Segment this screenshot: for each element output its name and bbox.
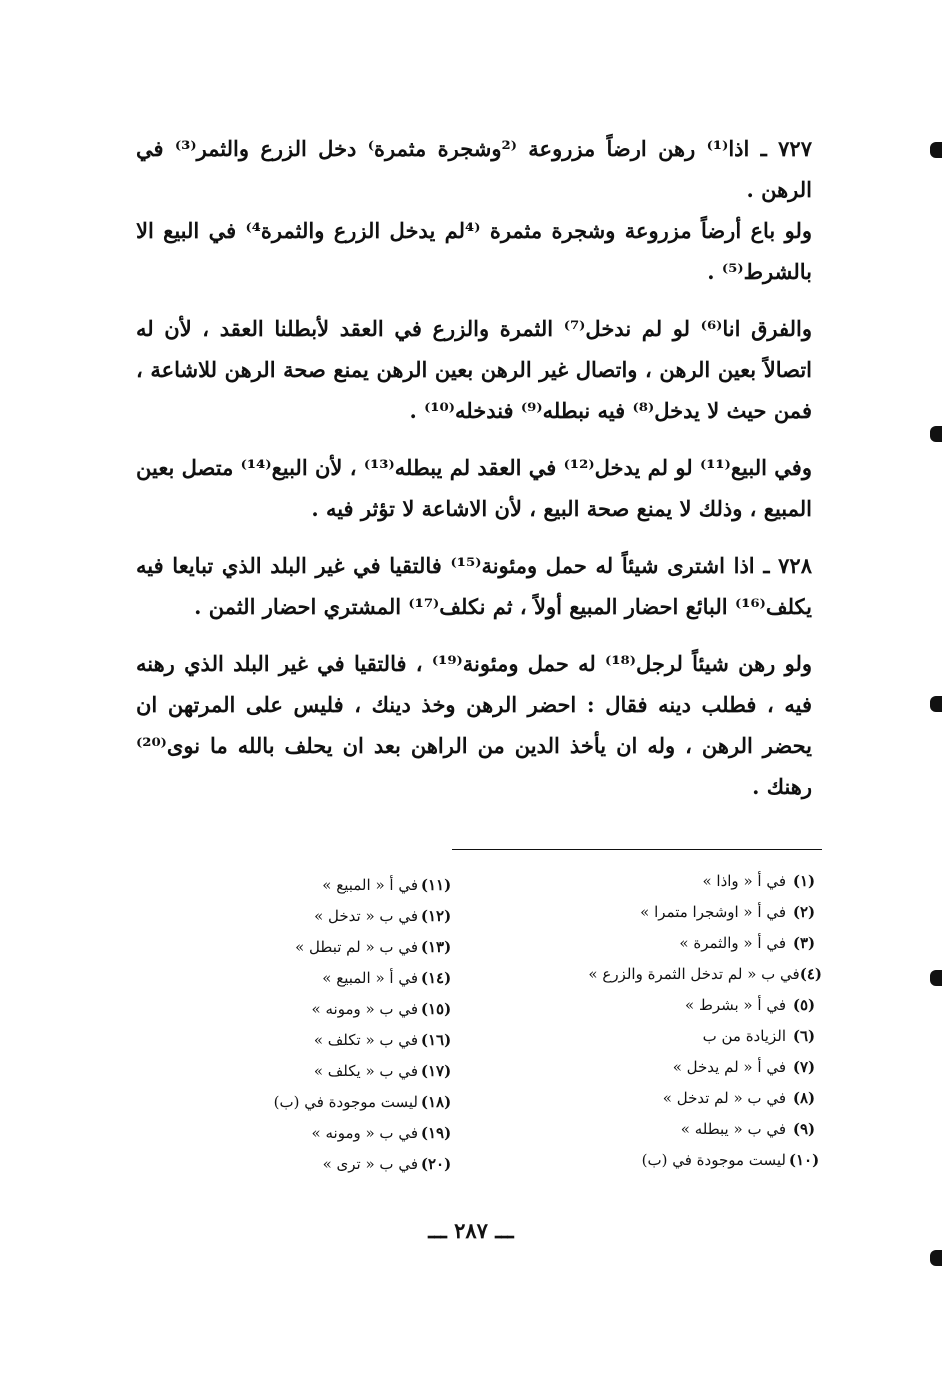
footnote-text: في ب « يكلف » [313,1062,418,1080]
footnote-text: في أ « بشرط » [685,996,786,1014]
footnote-text: في أ « المبيع » [322,969,418,987]
main-text [136,128,812,807]
footnote-item [240,1118,454,1149]
footnote-item [600,928,822,959]
edge-mark [930,970,942,986]
edge-mark [930,142,942,158]
footnote-number: (١٠) [788,1151,820,1169]
footnote-text: في ب « ومونه » [311,1124,418,1142]
footnote-item [240,870,454,901]
footnote-item [600,1114,822,1145]
footnote-text: في ب « يبطله » [680,1120,786,1138]
footnote-number: (١٥) [420,1000,452,1018]
footnote-item [600,1021,822,1052]
edge-mark [930,426,942,442]
footnote-text: في أ « والثمرة » [679,934,786,952]
footnote-number: (٧) [792,1058,816,1076]
edge-mark [930,696,942,712]
footnote-number: (١٣) [420,938,452,956]
footnote-number: (٩) [792,1120,816,1138]
paragraph-difference: والفرق انا⁽⁶⁾ لو لم ندخل⁽⁷⁾ الثمرة والزرع في العقد لأبطلنا العقد ، لأن له اتصالاً بعين الرهن ، واتصال غير الرهن بعين الرهن يمنع صحة الرهن للاشاعة ، فمن حيث لا يدخل⁽⁸⁾ فيه نبطله⁽⁹⁾ فندخله⁽¹⁰⁾ . [136,316,812,423]
footnote-item [588,959,822,990]
footnote-text: في أ « اوشجرا متمرا » [640,903,786,921]
footnote-text: في أ « واذا » [702,872,786,890]
footnote-number: (٢) [792,903,816,921]
footnote-separator [452,849,822,850]
footnote-text: في ب « لم تدخل » [662,1089,786,1107]
footnote-number: (١) [792,872,816,890]
footnote-text: ليست موجودة في (ب) [641,1151,786,1169]
footnote-text: الزيادة من ب [702,1027,786,1045]
footnote-number: (٦) [792,1027,816,1045]
footnote-item [240,1087,454,1118]
footnote-text: في ب « لم تبطل » [295,938,418,956]
paragraph-sale: وفي البيع⁽¹¹⁾ لو لم يدخل⁽¹²⁾ في العقد لم يبطله⁽¹³⁾ ، لأن البيع⁽¹⁴⁾ متصل بعين المبيع ، وذلك لا يمنع صحة البيع ، لأن الاشاعة لا تؤثر فيه . [136,455,812,521]
footnote-item [240,1025,454,1056]
footnote-number: (٤) [799,965,822,983]
footnote-item [600,1145,822,1176]
footnote-number: (١٨) [420,1093,452,1111]
paragraph-727: ٧٢٧ ـ اذا⁽¹⁾ رهن ارضاً مزروعة ⁽²وشجرة مثمرة⁾ دخل الزرع والثمر⁽³⁾ في الرهن . [136,136,812,202]
footnote-text: ليست موجودة في (ب) [273,1093,418,1111]
footnote-number: (١٦) [420,1031,452,1049]
paragraph-728: ٧٢٨ ـ اذا اشترى شيئاً له حمل ومئونة⁽¹⁵⁾ فالتقيا في غير البلد الذي تبايعا فيه يكلف⁽¹⁶⁾ البائع احضار المبيع أولاً ، ثم نكلف⁽¹⁷⁾ المشتري احضار الثمن . [136,553,812,619]
footnote-number: (١٢) [420,907,452,925]
footnote-number: (٨) [792,1089,816,1107]
footnote-item [600,990,822,1021]
footnote-item [600,897,822,928]
footnotes-column-right [588,866,822,1176]
footnote-text: في أ « المبيع » [322,876,418,894]
footnote-text: في ب « تدخل » [314,907,418,925]
footnote-text: في ب « ترى » [322,1155,418,1173]
footnote-item [240,994,454,1025]
footnote-item [240,1149,454,1180]
footnote-text: في ب « تكلف » [313,1031,418,1049]
footnote-number: (٢٠) [420,1155,452,1173]
footnote-item [600,866,822,897]
paragraph-pledge: ولو رهن شيئاً لرجل⁽¹⁸⁾ له حمل ومئونة⁽¹⁹⁾ ، فالتقيا في غير البلد الذي رهنه فيه ، فطلب دينه فقال : احضر الرهن وخذ دينك ، فليس على المرتهن ان يحضر الرهن ، وله ان يأخذ الدين من الراهن بعد ان يحلف بالله ما نوى⁽²⁰⁾ رهنك . [136,651,812,799]
footnote-number: (١١) [420,876,452,894]
footnote-number: (٣) [792,934,816,952]
footnote-item [240,1056,454,1087]
footnotes-column-left [240,870,454,1180]
footnote-number: (١٩) [420,1124,452,1142]
footnote-item [240,932,454,963]
paragraph-sale-comparison: ولو باع أرضاً مزروعة وشجرة مثمرة ⁽⁴لم يدخل الزرع والثمرة⁴⁾ في البيع الا بالشرط⁽⁵⁾ . [136,218,812,284]
footnote-text: في أ « لم يدخل » [672,1058,786,1076]
footnote-text: في ب « لم تدخل الثمرة والزرع » [588,965,800,983]
footnote-text: في ب « ومونه » [311,1000,418,1018]
footnote-item [600,1052,822,1083]
page-number: ـــ ٢٨٧ ـــ [428,1218,514,1243]
footnote-item [240,963,454,994]
edge-mark [930,1250,942,1266]
footnote-number: (١٤) [420,969,452,987]
footnote-item [240,901,454,932]
footnote-item [600,1083,822,1114]
footnote-number: (١٧) [420,1062,452,1080]
footnote-number: (٥) [792,996,816,1014]
